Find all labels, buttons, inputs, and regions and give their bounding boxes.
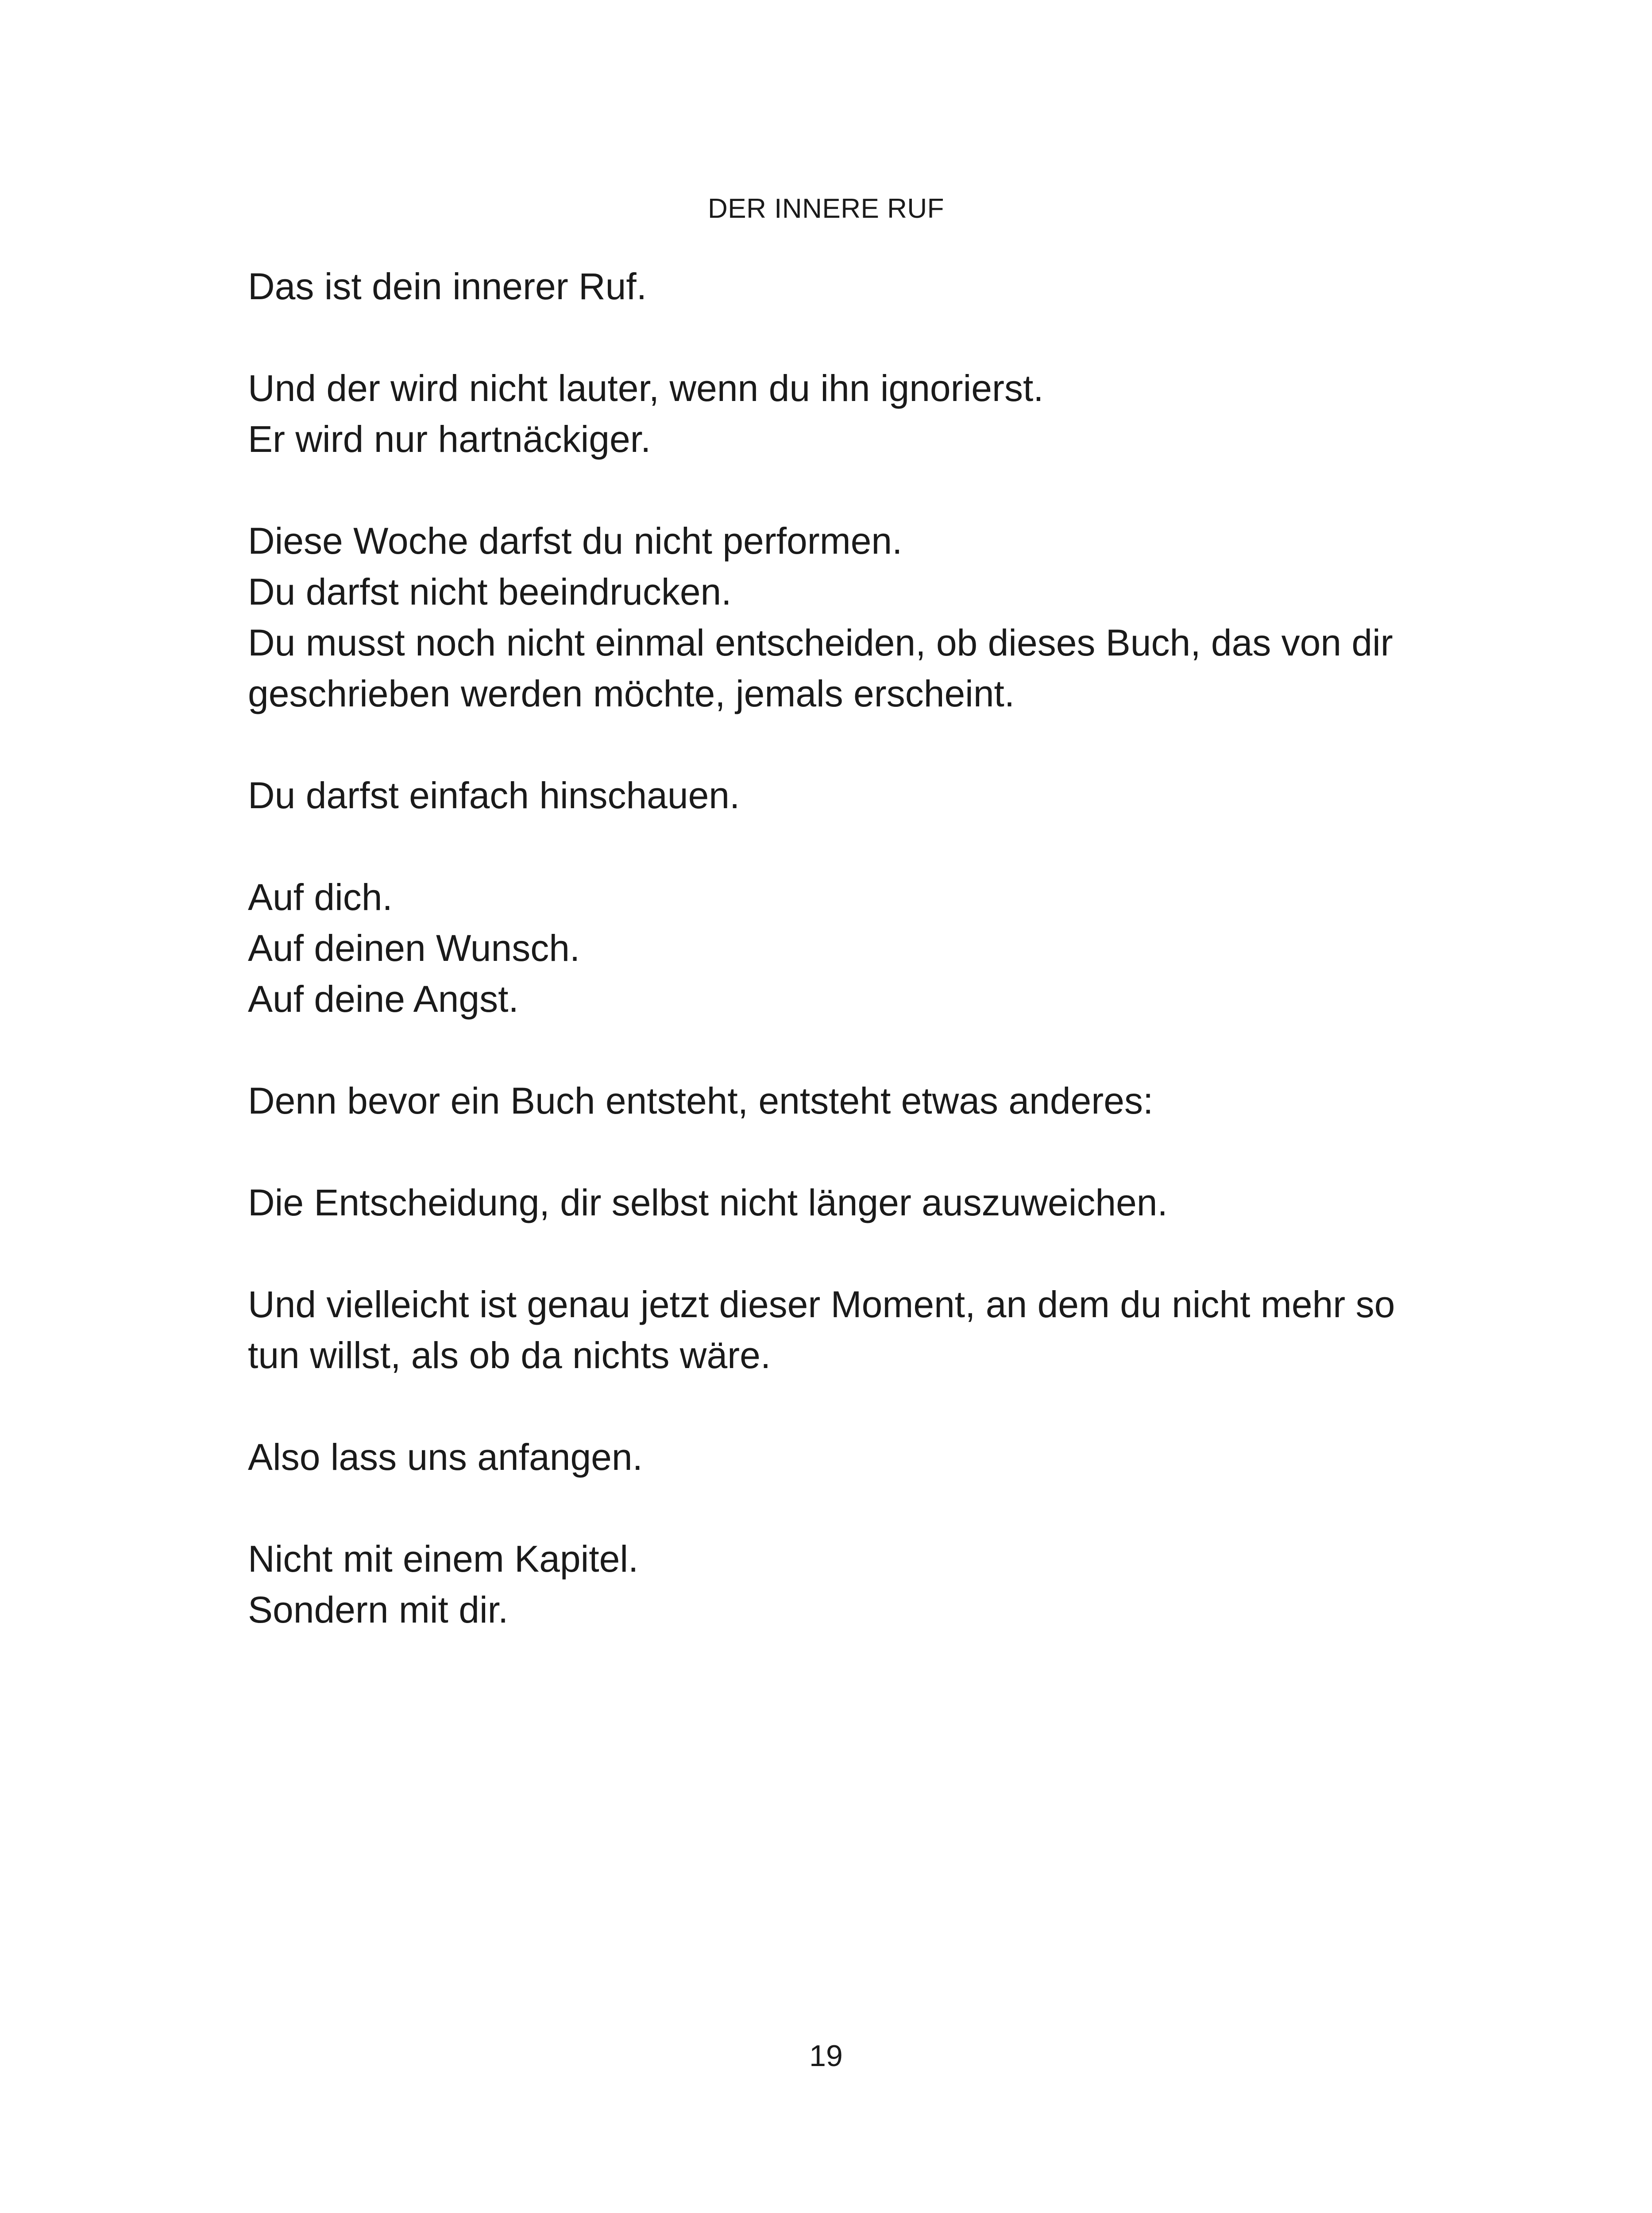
- paragraph: [248, 261, 1487, 312]
- paragraph: [248, 1177, 1487, 1228]
- text-line: Also lass uns anfangen.: [248, 1436, 643, 1478]
- paragraph: [248, 1076, 1487, 1126]
- text-line: Und der wird nicht lauter, wenn du ihn ignorierst.: [248, 367, 1044, 409]
- paragraph: [248, 770, 1487, 821]
- paragraph: [248, 1534, 1487, 1635]
- text-line: tun willst, als ob da nichts wäre.: [248, 1334, 771, 1376]
- text-line: Du musst noch nicht einmal entscheiden, ob dieses Buch, das von dir: [248, 622, 1393, 663]
- text-line: Sondern mit dir.: [248, 1589, 509, 1631]
- text-line: Auf deinen Wunsch.: [248, 927, 580, 969]
- paragraph: [248, 363, 1487, 465]
- text-line: Du darfst nicht beeindrucken.: [248, 571, 732, 613]
- paragraph: [248, 1279, 1487, 1381]
- paragraph: [248, 1432, 1487, 1483]
- text-line: Denn bevor ein Buch entsteht, entsteht etwas anderes:: [248, 1080, 1154, 1122]
- text-line: Du darfst einfach hinschauen.: [248, 775, 740, 816]
- text-line: Nicht mit einem Kapitel.: [248, 1538, 639, 1580]
- text-line: Die Entscheidung, dir selbst nicht länger auszuweichen.: [248, 1182, 1168, 1223]
- paragraph: [248, 872, 1487, 1025]
- body-text: [248, 261, 1487, 1686]
- page-number: 19: [809, 2039, 843, 2073]
- text-line: Auf deine Angst.: [248, 978, 519, 1020]
- running-header: DER INNERE RUF: [707, 193, 945, 224]
- text-line: Diese Woche darfst du nicht performen.: [248, 520, 903, 562]
- text-line: geschrieben werden möchte, jemals erscheint.: [248, 673, 1015, 714]
- text-line: Und vielleicht ist genau jetzt dieser Moment, an dem du nicht mehr so: [248, 1284, 1395, 1325]
- text-line: Auf dich.: [248, 876, 393, 918]
- paragraph: [248, 516, 1487, 719]
- text-line: Das ist dein innerer Ruf.: [248, 266, 647, 307]
- text-line: Er wird nur hartnäckiger.: [248, 418, 651, 460]
